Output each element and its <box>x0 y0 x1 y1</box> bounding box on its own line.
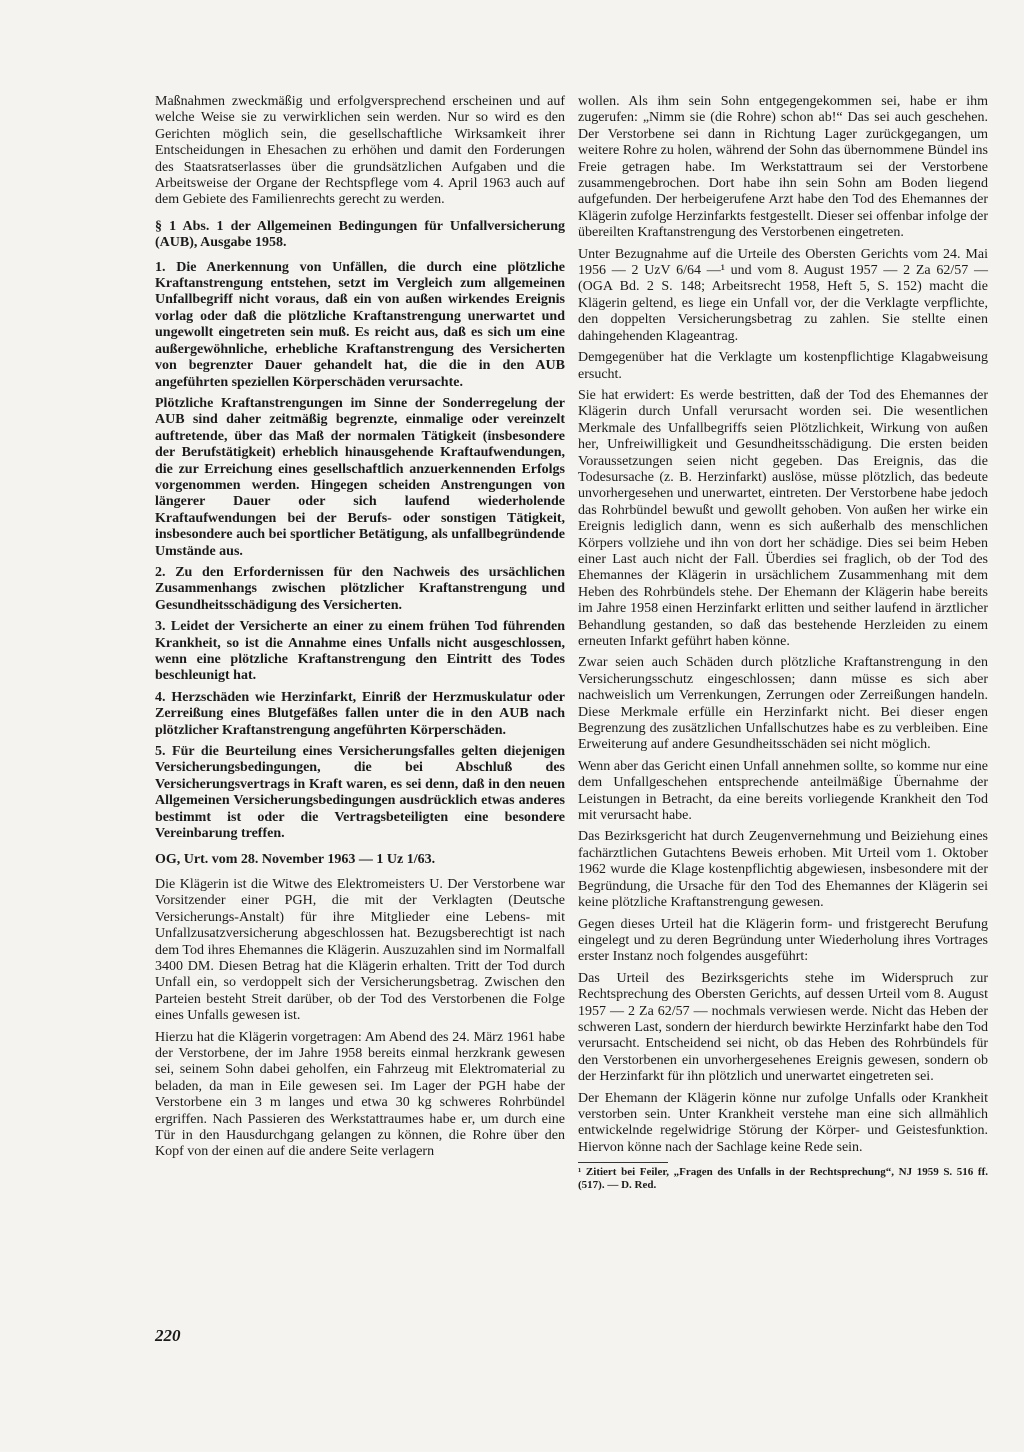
page-number: 220 <box>155 1326 181 1345</box>
leitsatz-4: 4. Herzschäden wie Herzinfarkt, Einriß der Herzmuskulatur oder Zerreißung eines Blutgefäßes fallen unter die in den AUB nach plötzlicher Kraftanstrengung angeführten Körperschäden. <box>155 689 565 738</box>
leitsatz-3: 3. Leidet der Versicherte an einer zu einem frühen Tod führenden Krankheit, so ist die Annahme eines Unfalls nicht ausgeschlossen, wenn eine plötzliche Kraftanstrengung den Eintritt des Todes beschleunigt hat. <box>155 619 565 684</box>
body-paragraph-2: Hierzu hat die Klägerin vorgetragen: Am Abend des 24. März 1961 habe der Verstorbene, der im Jahre 1958 bereits einmal herzkrank gewesen sei, seinem Sohn dabei geholfen, ein Fahrzeug mit Elektromaterial zu beladen, da man in Eile gewesen sei. Im Lager der PGH habe der Verstorbene ein 3 m langes und etwa 30 kg schweres Rohrbündel ergriffen. Nach Passieren des Werkstattraumes habe er, um durch eine Tür in den Hausdurchgang gelangen zu können, die Rohre über den Kopf von der einen auf die andere Seite verlagern <box>155 1029 565 1160</box>
right-paragraph-2: Unter Bezugnahme auf die Urteile des Obersten Gerichts vom 24. Mai 1956 — 2 UzV 6/64 —¹ und vom 8. August 1957 — 2 Za 62/57 — (OGA Bd. 2 S. 148; Arbeitsrecht 1958, Heft 5, S. 152) macht die Klägerin geltend, es liege ein Unfall vor, der die Verklagte verpflichte, den doppelten Versicherungsbetrag zu zahlen. Sie stellte einen dahingehenden Klageantrag. <box>578 246 988 344</box>
leitsatz-1b: Plötzliche Kraftanstrengungen im Sinne der Sonderregelung der AUB sind daher zeitmäßig begrenzte, einmalige oder vereinzelt auftretende, über das Maß der normalen Tätigkeit (insbesondere der Berufstätigkeit) erheblich hinausgehende Kraftaufwendungen, die zur Erreichung eines gesellschaftlich anzuerkennenden Erfolgs vorgenommen werden. Hingegen scheiden Anstrengungen von längerer Dauer oder sich laufend wiederholende Kraftaufwendungen bei der Berufs- oder sonstigen Tätigkeit, insbesondere auch bei sportlicher Betätigung, als unfallbegründende Umstände aus. <box>155 395 565 559</box>
leitsatz-2: 2. Zu den Erfordernissen für den Nachweis des ursächlichen Zusammenhangs zwischen plötzlicher Kraftanstrengung und Gesundheitsschädigung des Versicherten. <box>155 564 565 613</box>
right-paragraph-1: wollen. Als ihm sein Sohn entgegengekommen sei, habe er ihm zugerufen: „Nimm sie (die Rohre) schon ab!“ Das sei auch geschehen. Der Verstorbene sei dann in Richtung Lager zurückgegangen, um weitere Rohre zu holen, während der Sohn das übernommene Bündel ins Freie getragen habe. Im Werkstattraum sei der Verstorbene zusammengebrochen. Dort habe ihn sein Sohn am Boden liegend aufgefunden. Der herbeigerufene Arzt habe den Tod des Ehemannes der Klägerin zufolge Herzinfarkts festgestellt. Dieser sei offenbar infolge der übereilten Kraftanstrengung des Verstorbenen eingetreten. <box>578 94 988 241</box>
right-paragraph-6: Wenn aber das Gericht einen Unfall annehmen sollte, so komme nur eine dem Unfallgeschehen entsprechende anteilmäßige Übernahme der Leistungen in Betracht, da eine bereits vorliegende Krankheit den Tod mit verursacht habe. <box>578 758 988 824</box>
right-paragraph-8: Gegen dieses Urteil hat die Klägerin form- und fristgerecht Berufung eingelegt und zu deren Begründung unter Wiederholung ihres Vortrages erster Instanz noch folgendes ausgeführt: <box>578 916 988 965</box>
footnote-separator <box>578 1162 668 1163</box>
right-column <box>578 94 988 1192</box>
right-paragraph-3: Demgegenüber hat die Verklagte um kostenpflichtige Klagabweisung ersucht. <box>578 350 988 382</box>
court-citation: OG, Urt. vom 28. November 1963 — 1 Uz 1/63. <box>155 852 436 868</box>
right-paragraph-7: Das Bezirksgericht hat durch Zeugenvernehmung und Beiziehung eines fachärztlichen Gutachtens Beweis erhoben. Mit Urteil vom 1. Oktober 1962 wurde die Klage kostenpflichtig abgewiesen, insbesondere mit der Begründung, die Ursache für den Tod des Ehemannes der Klägerin sei keine plötzliche Kraftanstrengung gewesen. <box>578 829 988 911</box>
intro-paragraph: Maßnahmen zweckmäßig und erfolgversprechend erscheinen und auf welche Weise sie zu verwirklichen sein werden. Nur so wird es den Gerichten möglich sein, die gesellschaftliche Wirksamkeit ihrer Entscheidungen in Ehesachen zu erhöhen und damit den Forderungen des Staatsratserlasses über die grundsätzlichen Aufgaben und die Arbeitsweise der Organe der Rechtspflege vom 4. April 1963 auch auf dem Gebiete des Familienrechts gerecht zu werden. <box>155 94 565 208</box>
leitsatz-5: 5. Für die Beurteilung eines Versicherungsfalles gelten diejenigen Versicherungsbedingungen, die bei Abschluß des Versicherungsvertrags in Kraft waren, es sei denn, daß in den neuen Allgemeinen Versicherungsbedingungen ausdrücklich etwas anderes bestimmt ist oder die Vertragsbeteiligten eine besondere Vereinbarung treffen. <box>155 744 565 842</box>
right-paragraph-5: Zwar seien auch Schäden durch plötzliche Kraftanstrengung in den Versicherungsschutz eingeschlossen; dann müsse es sich aber nachweislich um Verrenkungen, Zerrungen oder Zerreißungen handeln. Diese Merkmale erfülle ein Herzinfarkt nicht. Bei dieser engen Begrenzung des zusätzlichen Unfallschutzes habe es zu verbleiben. Eine Erweiterung auf andere Gesundheitsschäden sei nicht möglich. <box>578 655 988 753</box>
footnote: ¹ Zitiert bei Feiler, „Fragen des Unfalls in der Rechtsprechung“, NJ 1959 S. 516 ff. (517). — D. Red. <box>578 1166 988 1192</box>
right-paragraph-9: Das Urteil des Bezirksgerichts stehe im Widerspruch zur Rechtsprechung des Obersten Gerichts, auf dessen Urteil vom 8. August 1957 — 2 Za 62/57 — nochmals verwiesen werde. Nicht das Heben der schweren Last, sondern der hierdurch bewirkte Herzinfarkt habe den Tod verursacht. Entscheidend sei nicht, ob das Heben des Rohrbündels für den Verstorbenen ein unvorhergesehenes Ereignis gewesen, sondern ob der Herzinfarkt für ihn plötzlich und unerwartet eingetreten sei. <box>578 970 988 1085</box>
footnote-block <box>578 1162 988 1192</box>
leitsatz-1: 1. Die Anerkennung von Unfällen, die durch eine plötzliche Kraftanstrengung entstehen, setzt im Vergleich zum allgemeinen Unfallbegriff nicht voraus, daß ein von außen wirkendes Ereignis vorlag oder daß die plötzliche Kraftanstrengung unerwartet und ungewollt eingetreten sein muß. Es reicht aus, daß es sich um eine außergewöhnliche, erhebliche Kraftanstrengung des Versicherten von begrenzter Dauer gehandelt hat, die die in den AUB angeführten speziellen Körperschäden verursachte. <box>155 259 565 390</box>
right-paragraph-4: Sie hat erwidert: Es werde bestritten, daß der Tod des Ehemannes der Klägerin durch Unfall verursacht worden sei. Die wesentlichen Merkmale des Unfallbegriffs seien Plötzlichkeit, Wirkung von außen her, Unfreiwilligkeit und Gesundheitsschädigung. Die ersten beiden Voraussetzungen seien nicht gegeben. Das Ereignis, das die Todesursache (z. B. Herzinfarkt) auslöse, müsse plötzlich, das bedeute unvorhergesehen und unerwartet, eintreten. Der Verstorbene habe jedoch das Rohrbündel bewußt und gewollt gehoben. Von außen her wirke ein Ereignis lediglich dann, wenn es sich außerhalb des menschlichen Körpers vollziehe und ihn von dort her schädige. Dies sei beim Heben einer Last auch nicht der Fall. Überdies sei fraglich, ob der Tod des Ehemannes der Klägerin in ursächlichem Zusammenhang mit dem Heben des Rohrbündels stehe. Der Ehemann der Klägerin habe bereits im Jahre 1958 einen Herzinfarkt erlitten und seither laufend in ärztlicher Behandlung gestanden, so daß das bestehende Herzleiden zu einem erneuten Infarkt geführt haben könne. <box>578 387 988 649</box>
right-paragraph-10: Der Ehemann der Klägerin könne nur zufolge Unfalls oder Krankheit verstorben sein. Unter Krankheit verstehe man eine sich allmählich entwickelnde regelwidrige Störung der Körper- und Geistesfunktion. Hiervon könne nach der Sachlage keine Rede sein. <box>578 1090 988 1155</box>
body-paragraph-1: Die Klägerin ist die Witwe des Elektromeisters U. Der Verstorbene war Vorsitzender einer PGH, die mit der Verklagten (Deutsche Versicherungs-Anstalt) für ihre Mitglieder eine Lebens- mit Unfallzusatzversicherung abgeschlossen hat. Bezugsberechtigt ist nach dem Tod ihres Ehemannes die Klägerin. Auszuzahlen sind im Normalfall 3400 DM. Diesen Betrag hat die Klägerin erhalten. Tritt der Tod durch Unfall ein, so verdoppelt sich der Versicherungsbetrag. Zwischen den Parteien besteht Streit darüber, ob der Tod des Verstorbenen die Folge eines Unfalls gewesen ist. <box>155 876 565 1024</box>
leitsaetze <box>155 260 565 843</box>
section-heading: § 1 Abs. 1 der Allgemeinen Bedingungen für Unfallversicherung (AUB), Ausgabe 1958. <box>155 218 565 251</box>
left-column <box>155 94 565 1166</box>
